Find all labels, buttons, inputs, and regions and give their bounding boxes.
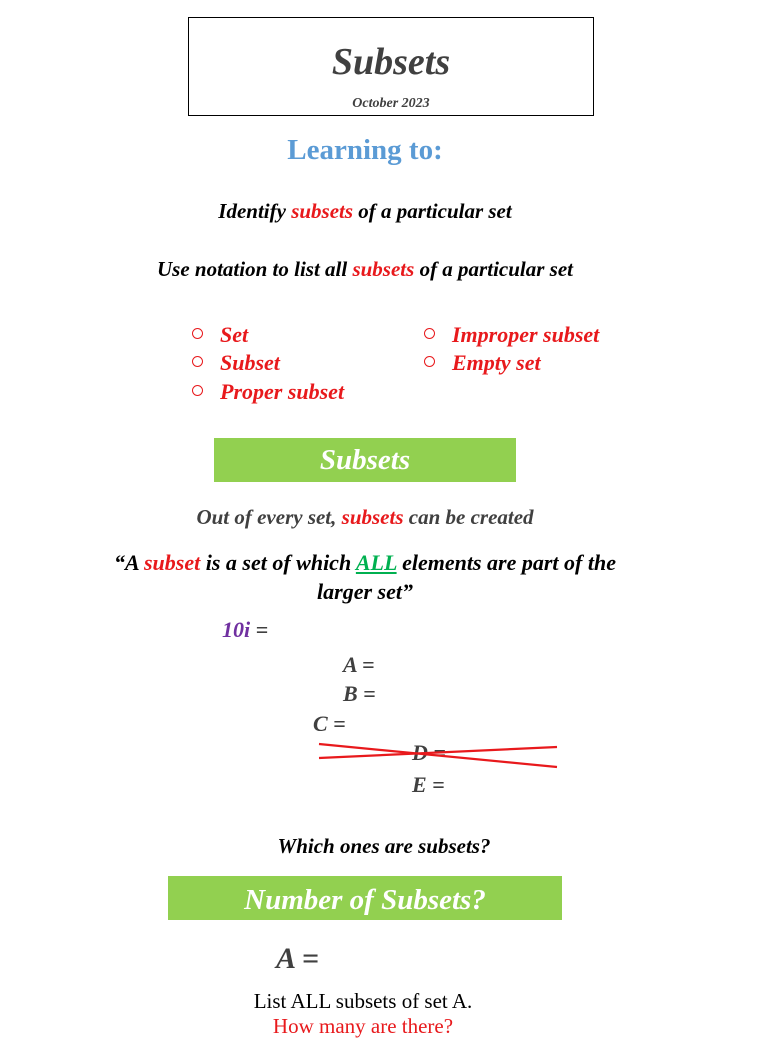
subset-question: Which ones are subsets?: [277, 834, 491, 858]
set-a-heading: A =: [276, 942, 319, 975]
subsets-banner: Subsets: [214, 438, 516, 482]
page-date: October 2023: [352, 96, 430, 111]
number-of-subsets-banner: Number of Subsets?: [168, 876, 562, 920]
learning-heading: Learning to:: [287, 134, 443, 166]
set-c-label: C =: [313, 711, 346, 736]
objective-1: Identify subsets of a particular set: [218, 199, 512, 223]
keyword-item: Empty set: [452, 350, 541, 376]
keyword-item: Improper subset: [452, 322, 599, 348]
page-title: Subsets: [331, 41, 451, 83]
intro-text: Out of every set, subsets can be created: [196, 505, 534, 529]
count-question: How many are there?: [272, 1014, 454, 1038]
definition-quote: “A subset is a set of which ALL elements are part of the larger set”: [114, 550, 616, 604]
objective-2: Use notation to list all subsets of a particular set: [157, 257, 573, 281]
keyword-item: Set: [220, 322, 248, 348]
set-e-label: E =: [412, 772, 445, 797]
keyword-item: Proper subset: [220, 379, 344, 405]
universal-set: 10i =: [222, 617, 269, 642]
set-b-label: B =: [343, 681, 376, 706]
set-a-label: A =: [343, 652, 375, 677]
list-instruction: List ALL subsets of set A.: [253, 989, 473, 1013]
keyword-item: Subset: [220, 350, 280, 376]
